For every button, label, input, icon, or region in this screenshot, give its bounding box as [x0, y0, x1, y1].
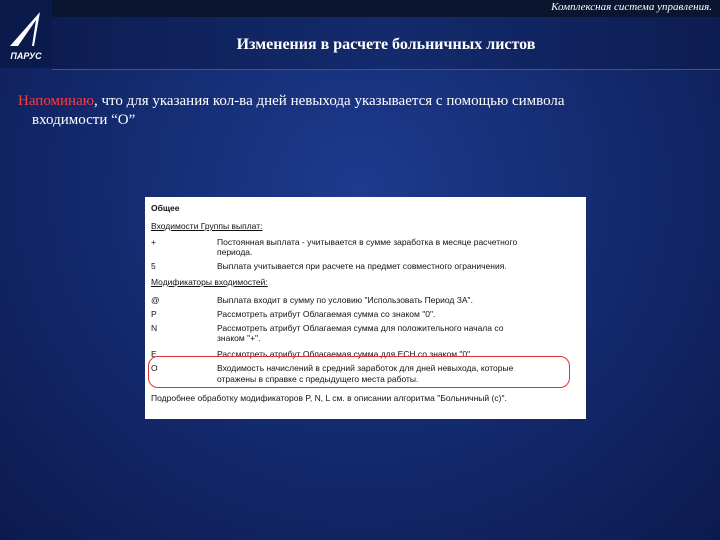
modifier-symbol: N [151, 323, 158, 333]
section-general: Общее [151, 203, 180, 213]
title-band [52, 17, 720, 69]
page-title: Изменения в расчете больничных листов [236, 36, 536, 53]
modifier-symbol: @ [151, 295, 160, 305]
logo [0, 0, 52, 68]
modifier-desc: Выплата входит в сумму по условию "Использовать Период ЗА". [217, 295, 473, 305]
group-item-desc: Выплата учитывается при расчете на предмет совместного ограничения. [217, 261, 507, 271]
modifier-symbol: O [151, 363, 158, 373]
modifier-desc: Рассмотреть атрибут Облагаемая сумма для ЕСН со знаком "0". [217, 349, 473, 359]
intro-text-line2: входимости “О” [32, 112, 136, 128]
group-item-desc: Постоянная выплата - учитывается в сумме заработка в месяце расчетного [217, 237, 518, 247]
help-screenshot-panel [145, 197, 586, 419]
modifier-symbol: E [151, 349, 157, 359]
intro-highlight: Напоминаю [18, 93, 94, 109]
group-item-symbol: + [151, 237, 156, 247]
modifier-symbol: P [151, 309, 157, 319]
modifiers-title: Модификаторы входимостей: [151, 277, 268, 287]
logo-text: ПАРУС [10, 51, 42, 61]
logo-icon [4, 6, 48, 64]
title-divider [52, 69, 720, 70]
group-item-desc-cont: периода. [217, 247, 253, 257]
header-bar [52, 0, 720, 18]
group-title: Входимости Группы выплат: [151, 221, 263, 231]
panel-footer: Подробнее обработку модификаторов P, N, L см. в описании алгоритма "Больничный (с)". [151, 393, 507, 403]
intro-text-line1: , что для указания кол-ва дней невыхода указывается с помощью символа [93, 93, 565, 109]
modifier-desc: Входимость начислений в средний заработок для дней невыхода, которые [217, 363, 514, 373]
modifier-desc-cont: знаком "+". [217, 333, 261, 343]
company-name: Комплексная система управления. [551, 1, 712, 13]
modifier-desc: Рассмотреть атрибут Облагаемая сумма для положительного начала со [217, 323, 504, 333]
modifier-desc: Рассмотреть атрибут Облагаемая сумма со знаком "0". [217, 309, 436, 319]
modifier-desc-cont: отражены в справке с предыдущего места работы. [217, 374, 419, 384]
intro-paragraph [18, 92, 698, 130]
group-item-symbol: 5 [151, 261, 156, 271]
